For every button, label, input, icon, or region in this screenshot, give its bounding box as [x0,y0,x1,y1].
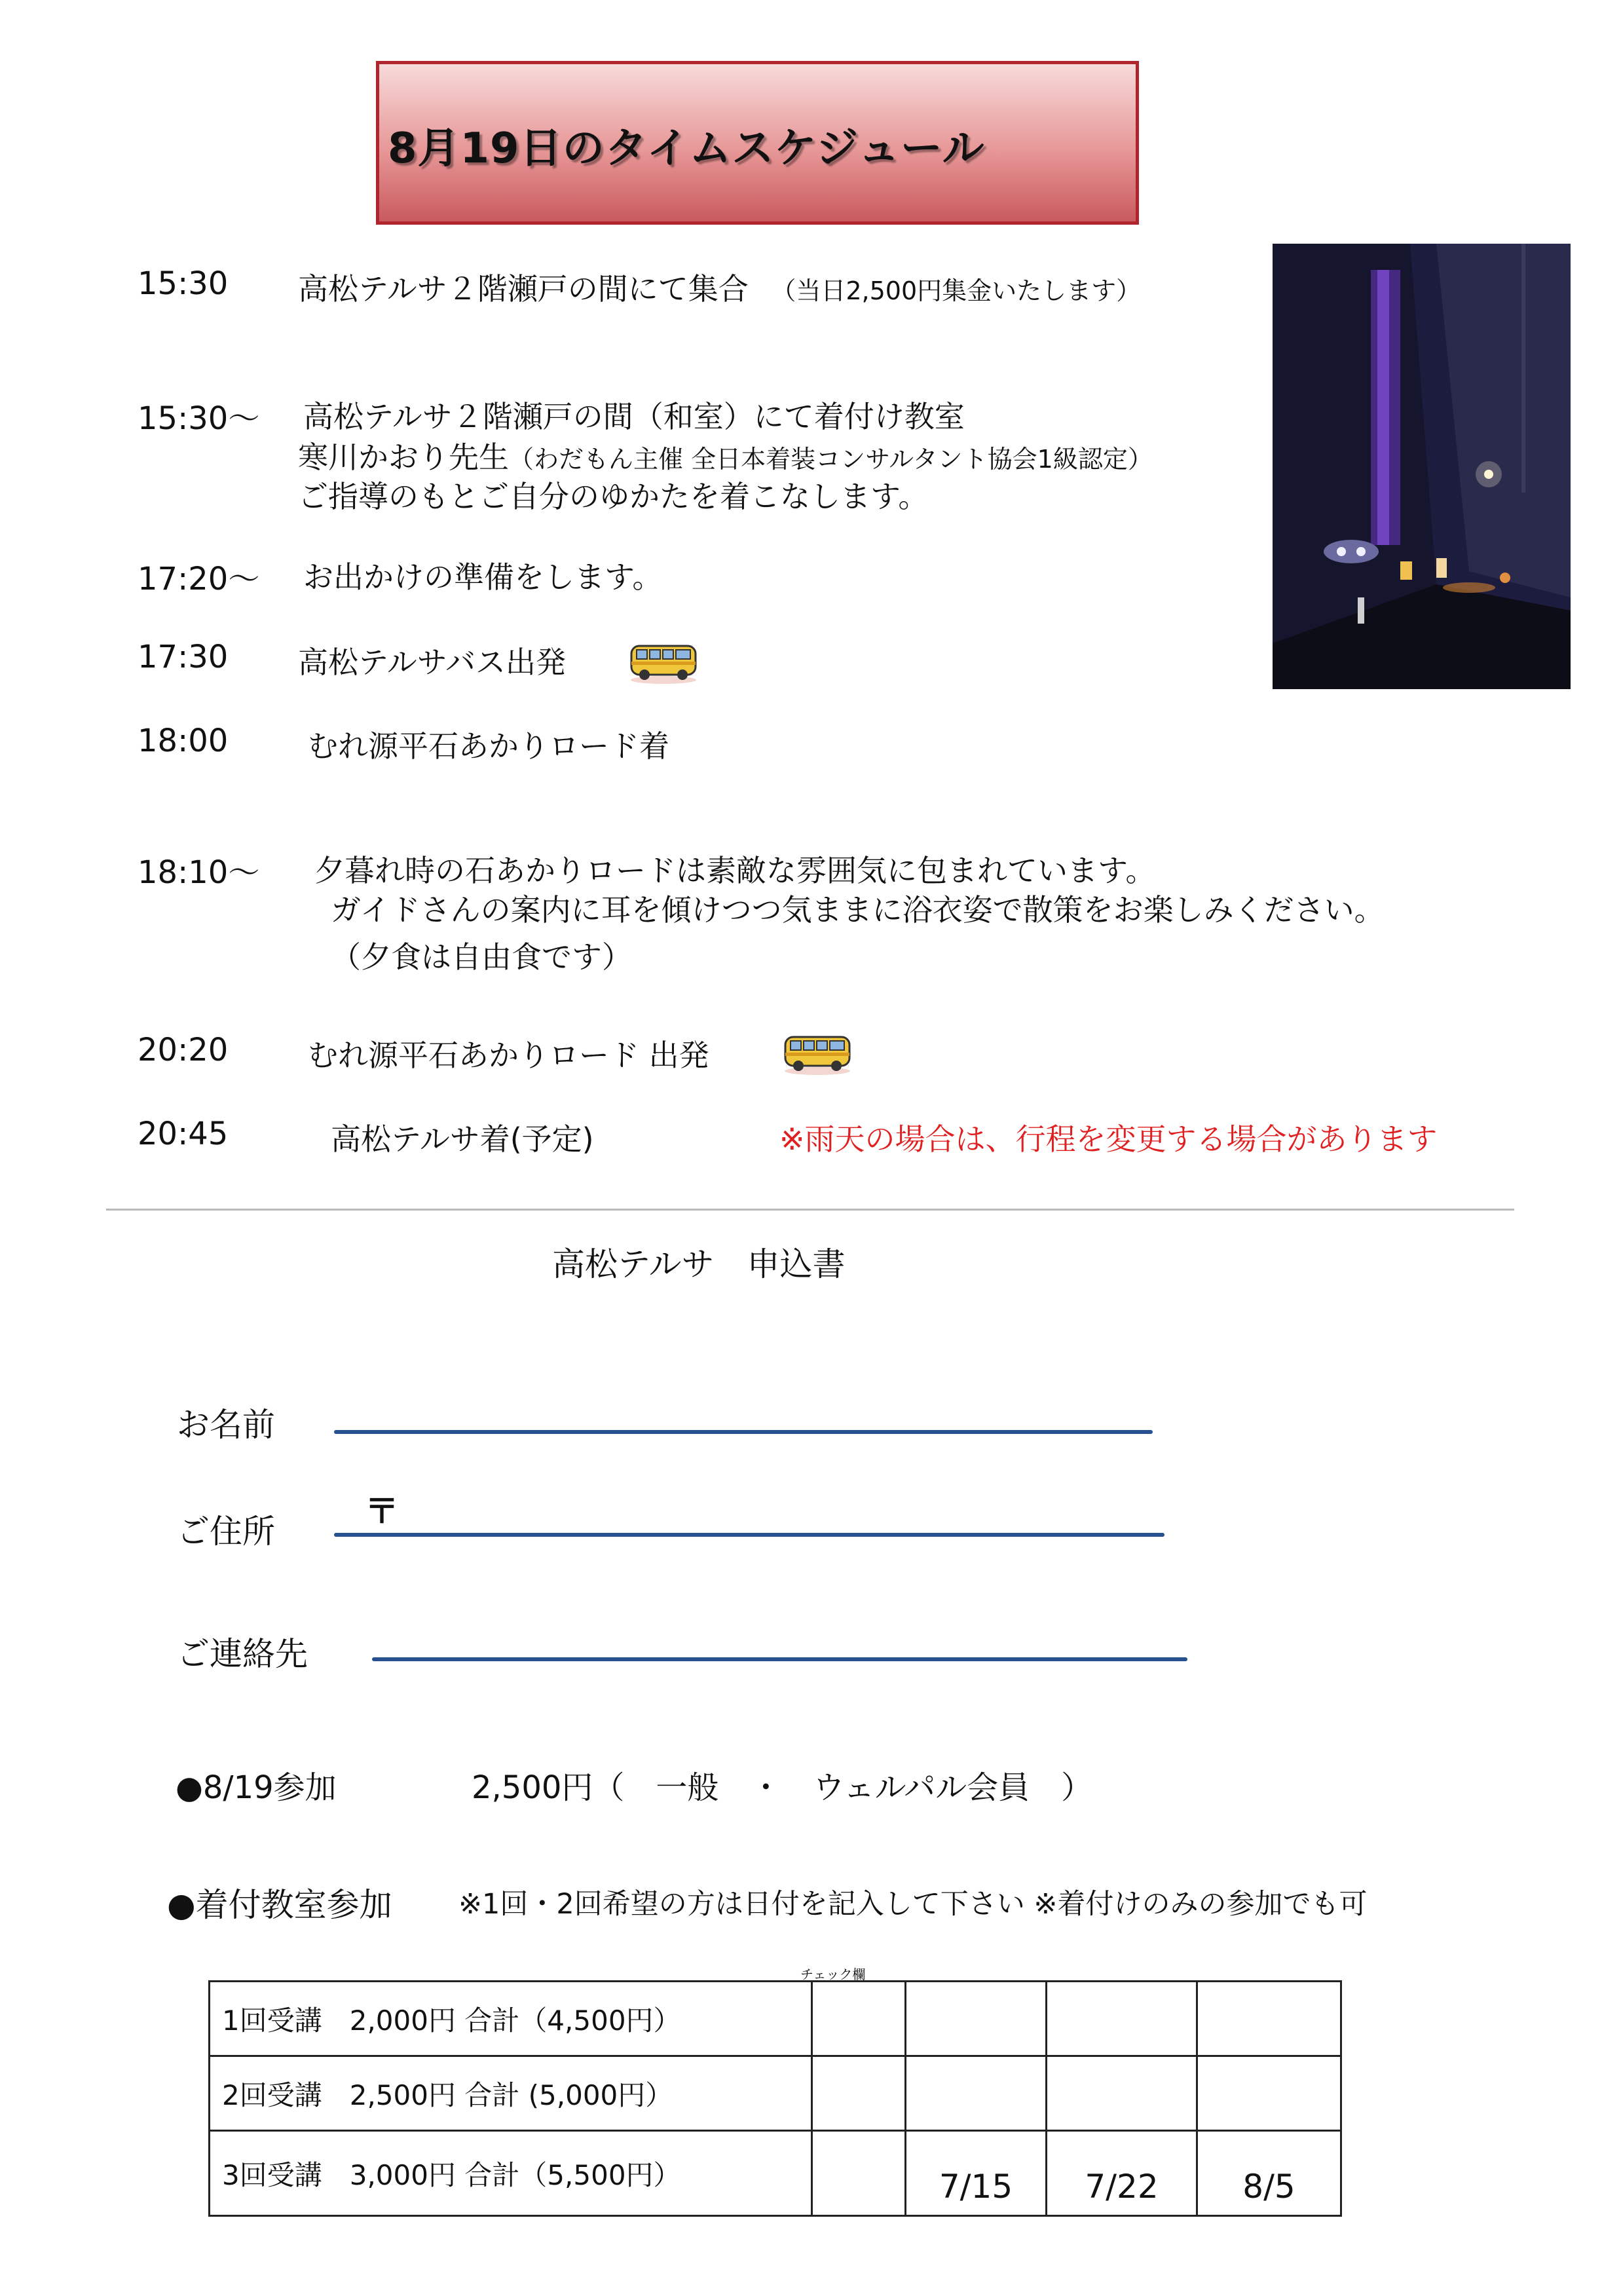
date-cell[interactable]: 7/15 [906,2131,1047,2216]
kitsuke-row [167,1879,392,1926]
check-column-label: チェック欄 [800,1967,866,1982]
schedule-text: （夕食は自由食です） [331,939,632,975]
participation-label: 8/19参加 [202,1769,337,1806]
course-table [208,1980,1342,2217]
participation-price: 2,500円（ 一般 ・ ウェルパル会員 ） [472,1769,1093,1806]
check-cell[interactable] [812,1982,906,2056]
kitsuke-note: ※1回・2回希望の方は日付を記入して下さい ※着付けのみの参加でも可 [458,1888,1368,1921]
participation-row [176,1762,337,1807]
teacher-note: （わだもん主催 全日本着装コンサルタント協会1級認定） [509,445,1153,474]
table-row [210,2056,1341,2131]
date-cell[interactable] [1197,1982,1341,2056]
date-cell[interactable] [1047,2056,1197,2131]
schedule-text: お出かけの準備をします。 [303,559,663,595]
date-cell[interactable] [1047,1982,1197,2056]
table-row [210,2131,1341,2216]
teacher-line [298,434,1153,477]
schedule-text: ご指導のもとご自分のゆかたを着こなします。 [298,479,929,514]
check-cell[interactable] [812,2056,906,2131]
schedule-time: 17:20～ [138,561,260,597]
schedule-time: 18:10～ [138,854,260,891]
name-input-line[interactable] [334,1430,1153,1434]
schedule-text: 高松テルサ２階瀬戸の間（和室）にて着付け教室 [303,399,965,434]
date-cell[interactable] [1197,2056,1341,2131]
address-label: ご住所 [177,1513,275,1551]
course-label: 1回受講 2,000円 合計（4,500円） [210,1982,812,2056]
check-cell[interactable] [812,2131,906,2216]
schedule-text: 高松テルサバス出発 [298,645,566,680]
postal-mark: 〒 [365,1492,400,1532]
schedule-text: むれ源平石あかりロード着 [308,728,669,764]
schedule-text: 夕暮れ時の石あかりロードは素敵な雰囲気に包まれています。 [314,853,1156,888]
bus-icon [781,1032,853,1076]
date-cell[interactable] [906,2056,1047,2131]
night-street-photo [1273,244,1571,689]
night-street-illustration [1273,244,1571,689]
date-cell[interactable]: 7/22 [1047,2131,1197,2216]
bullet: ● [176,1769,203,1806]
schedule-note: （当日2,500円集金いたします） [771,276,1142,305]
rain-notice: ※雨天の場合は、行程を変更する場合があります [779,1121,1438,1157]
schedule-time: 17:30 [138,639,229,675]
date-cell[interactable]: 8/5 [1197,2131,1341,2216]
divider [106,1209,1514,1211]
course-label: 2回受講 2,500円 合計 (5,000円） [210,2056,812,2131]
schedule-time: 15:30 [138,265,229,302]
table-row [210,1982,1341,2056]
date-cell[interactable] [906,1982,1047,2056]
schedule-text: ガイドさんの案内に耳を傾けつつ気ままに浴衣姿で散策をお楽しみください。 [331,892,1385,928]
course-label: 3回受講 3,000円 合計（5,500円） [210,2131,812,2216]
bullet: ● [167,1886,196,1924]
kitsuke-label: 着付教室参加 [195,1886,392,1924]
address-input-line[interactable] [334,1533,1165,1537]
schedule-time: 15:30～ [138,400,260,437]
contact-input-line[interactable] [372,1657,1187,1661]
name-label: お名前 [177,1406,275,1444]
bus-icon [627,641,699,685]
schedule-text: むれ源平石あかりロード 出発 [308,1038,709,1073]
schedule-time: 20:45 [138,1116,229,1152]
schedule-desc [298,265,1141,309]
teacher-name: 寒川かおり先生 [298,440,509,475]
form-heading: 高松テルサ 申込書 [552,1245,846,1283]
contact-label: ご連絡先 [177,1635,308,1673]
schedule-text: 高松テルサ着(予定) [331,1121,594,1157]
schedule-time: 20:20 [138,1032,229,1068]
page-title: 8月19日のタイムスケジュール [388,124,985,173]
schedule-text: 高松テルサ２階瀬戸の間にて集合 [298,271,749,307]
schedule-time: 18:00 [138,723,229,759]
